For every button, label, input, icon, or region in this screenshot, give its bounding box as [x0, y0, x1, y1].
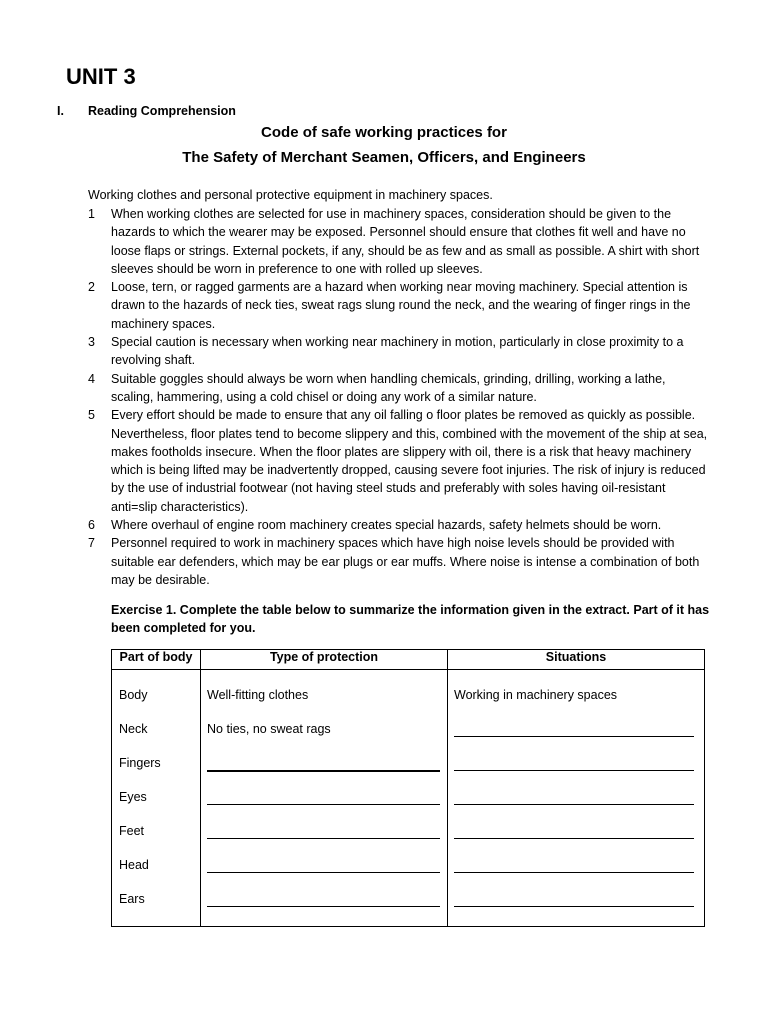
list-item: [88, 205, 710, 278]
part-cell: Ears: [119, 892, 145, 906]
answer-line: [207, 871, 440, 873]
situations-column: [448, 670, 705, 927]
answer-line: [454, 735, 694, 737]
item-number: 1: [88, 207, 95, 221]
item-number: 3: [88, 335, 95, 350]
situation-blank[interactable]: [448, 780, 704, 814]
situation-blank[interactable]: [448, 814, 704, 848]
item-number: 5: [88, 408, 95, 423]
table-header-row: [112, 650, 705, 670]
item-number: 4: [88, 371, 95, 386]
list-item: [88, 534, 710, 589]
item-text: Suitable goggles should always be worn when handling chemicals, grinding, drilling, working a lathe, scaling, hammering, using a cold chisel or doing any work of a similar nature.: [111, 371, 666, 404]
protection-column: [201, 670, 448, 927]
list-item: [88, 406, 710, 516]
answer-line: [454, 871, 694, 873]
answer-line: [207, 837, 440, 839]
numbered-list: [88, 205, 710, 589]
item-number: 2: [88, 280, 95, 295]
item-text: Loose, tern, or ragged garments are a hazard when working near moving machinery. Special attention is drawn to the hazards of neck ties, sweat rags slung round the neck, and the wearing of finger rings in the machinery spaces.: [111, 280, 691, 331]
section-number: I.: [57, 104, 64, 118]
protection-blank[interactable]: [201, 814, 447, 848]
list-item: [88, 370, 710, 407]
item-text: Personnel required to work in machinery spaces which have high noise levels should be provided with suitable ear defenders, which may be ear plugs or ear muffs. Where noise is intense a combination of both may be desirable.: [111, 536, 700, 587]
situation-blank[interactable]: [448, 746, 704, 780]
protection-blank[interactable]: [201, 746, 447, 780]
unit-title: UNIT 3: [66, 64, 136, 89]
part-cell: Body: [119, 688, 148, 702]
item-text: Every effort should be made to ensure that any oil falling o floor plates be removed as quickly as possible. Nevertheless, floor plates tend to become slippery and this, combined with the movement of the ship at sea, makes footholds insecure. When the floor plates are slippery with oil, there is a risk that heavy machinery which is being lifted may be inadvertently dropped, causing severe foot injuries. The risk of injury is reduced by the use of industrial footwear (not having steel studs and preferably with soles having oil-resistant anti=slip characteristics).: [111, 408, 708, 514]
situation-blank[interactable]: [448, 712, 704, 746]
answer-line: [207, 769, 440, 772]
situation-blank[interactable]: [448, 848, 704, 882]
situation-blank[interactable]: [448, 882, 704, 916]
doc-title-line2: The Safety of Merchant Seamen, Officers, and Engineers: [182, 149, 586, 166]
intro-text: Working clothes and personal protective equipment in machinery spaces.: [88, 188, 493, 202]
list-item: [88, 333, 710, 370]
list-item: [88, 278, 710, 333]
exercise-instructions: Exercise 1. Complete the table below to summarize the information given in the extract. Part of it has been completed for you.: [111, 603, 710, 636]
doc-title-line1: Code of safe working practices for: [261, 124, 507, 141]
part-cell: Fingers: [119, 756, 161, 770]
answer-line: [454, 837, 694, 839]
item-text: When working clothes are selected for use in machinery spaces, consideration should be given to the hazards to which the wearer may be exposed. Personnel should ensure that clothes fit well and have no loose flaps or strings. External pockets, if any, should be as few and as small as possible. A shirt with short sleeves should be worn in preference to one with rolled up sleeves.: [111, 207, 700, 276]
answer-line: [454, 803, 694, 805]
section-heading: [57, 104, 236, 118]
section-label: Reading Comprehension: [88, 104, 236, 118]
answer-line: [207, 803, 440, 805]
item-text: Special caution is necessary when working near machinery in motion, particularly in close proximity to a revolving shaft.: [111, 335, 684, 368]
summary-table: [111, 649, 705, 927]
part-cell: Feet: [119, 824, 145, 838]
answer-line: [207, 905, 440, 907]
list-item: [88, 516, 710, 534]
header-situations: Situations: [448, 650, 705, 670]
header-part-of-body: Part of body: [112, 650, 201, 670]
item-text: Where overhaul of engine room machinery creates special hazards, safety helmets should be worn.: [111, 518, 662, 533]
protection-blank[interactable]: [201, 882, 447, 916]
protection-cell: No ties, no sweat rags: [207, 722, 331, 736]
protection-blank[interactable]: [201, 848, 447, 882]
item-number: 7: [88, 536, 95, 551]
part-cell: Neck: [119, 722, 148, 736]
answer-line: [454, 905, 694, 907]
protection-cell: Well-fitting clothes: [207, 688, 309, 702]
answer-line: [454, 769, 694, 771]
part-cell: Eyes: [119, 790, 147, 804]
part-of-body-column: [112, 670, 201, 927]
header-type-of-protection: Type of protection: [201, 650, 448, 670]
table-body-row: [112, 670, 705, 927]
protection-blank[interactable]: [201, 780, 447, 814]
situation-cell: Working in machinery spaces: [454, 688, 618, 702]
part-cell: Head: [119, 858, 149, 872]
item-number: 6: [88, 518, 95, 533]
